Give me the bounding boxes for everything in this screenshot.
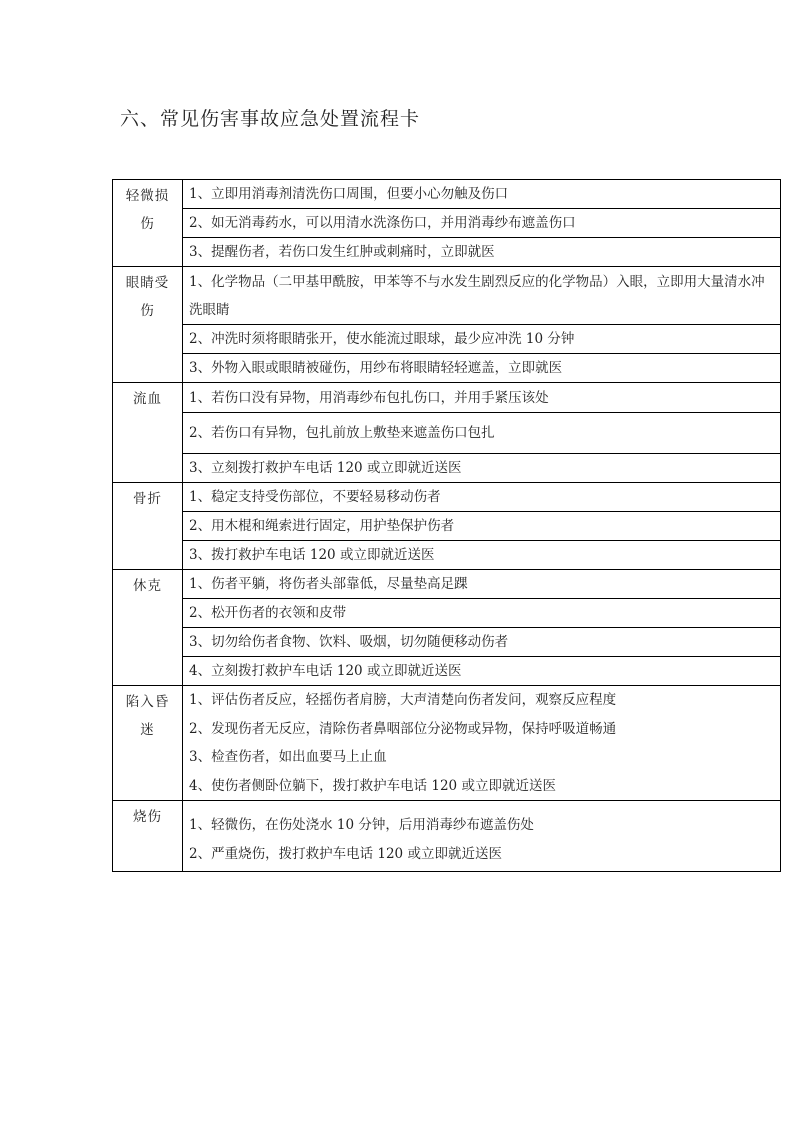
step-cell: 1、若伤口没有异物，用消毒纱布包扎伤口，并用手紧压该处 [183,383,781,413]
step-cell-group [183,801,781,872]
category-cell-bleeding [113,383,183,483]
step-cell: 2、松开伤者的衣领和皮带 [183,599,781,628]
category-cell-fracture [113,483,183,570]
step-cell: 2、用木棍和绳索进行固定，用护垫保护伤者 [183,512,781,541]
category-cell-eye-injury [113,267,183,383]
table-row [113,541,781,570]
table-row [113,238,781,267]
table-row [113,801,781,872]
step-line: 2、发现伤者无反应，清除伤者鼻咽部位分泌物或异物，保持呼吸道畅通 [189,720,617,737]
step-line: 3、检查伤者，如出血要马上止血 [189,749,387,765]
table-row [113,483,781,512]
page-title: 六、常见伤害事故应急处置流程卡 [120,108,421,130]
step-cell: 2、如无消毒药水，可以用清水洗涤伤口，并用消毒纱布遮盖伤口 [183,209,781,238]
category-cell-shock [113,570,183,686]
category-label: 轻微损 [125,188,170,204]
category-label: 陷入昏 [125,694,170,710]
step-cell: 3、立刻拨打救护车电话 120 或立即就近送医 [183,454,781,483]
table-row [113,180,781,209]
category-cell-coma [113,686,183,801]
table-row [113,657,781,686]
step-line: 1、轻微伤，在伤处浇水 10 分钟，后用消毒纱布遮盖伤处 [189,817,534,833]
category-label: 骨折 [133,491,162,507]
step-cell: 3、外物入眼或眼睛被碰伤，用纱布将眼睛轻轻遮盖，立即就医 [183,354,781,383]
step-cell: 4、立刻拨打救护车电话 120 或立即就近送医 [183,657,781,686]
step-cell: 1、立即用消毒剂清洗伤口周围，但要小心勿触及伤口 [183,180,781,209]
step-cell: 3、提醒伤者，若伤口发生红肿或刺痛时，立即就医 [183,238,781,267]
category-label: 休克 [133,578,162,594]
table-row [113,383,781,413]
category-cell-minor-injury [113,180,183,267]
step-cell: 1、伤者平躺，将伤者头部靠低，尽量垫高足踝 [183,570,781,599]
table-row [113,267,781,325]
step-line: 4、使伤者侧卧位躺下，拨打救护车电话 120 或立即就近送医 [189,777,556,794]
table-row [113,354,781,383]
emergency-procedure-table [112,179,781,872]
table-row [113,512,781,541]
table-row [113,628,781,657]
category-cell-burn [113,801,183,872]
step-cell: 3、拨打救护车电话 120 或立即就近送医 [183,541,781,570]
category-label: 伤 [140,216,155,232]
table-row [113,413,781,454]
category-label: 烧伤 [133,809,162,825]
table-row [113,599,781,628]
category-label: 流血 [133,391,162,407]
step-cell: 2、冲洗时须将眼睛张开，使水能流过眼球，最少应冲洗 10 分钟 [183,325,781,354]
table-row [113,686,781,801]
category-label: 眼睛受 [125,275,170,291]
step-line: 1、评估伤者反应，轻摇伤者肩膀，大声清楚向伤者发问，观察反应程度 [189,692,617,708]
category-label: 迷 [140,722,155,738]
table-row [113,570,781,599]
step-cell: 3、切勿给伤者食物、饮料、吸烟，切勿随便移动伤者 [183,628,781,657]
step-cell-group [183,686,781,801]
step-cell: 2、若伤口有异物，包扎前放上敷垫来遮盖伤口包扎 [183,413,781,454]
table-row [113,454,781,483]
step-line: 2、严重烧伤，拨打救护车电话 120 或立即就近送医 [189,845,502,862]
table-row [113,325,781,354]
table-row [113,209,781,238]
step-cell: 1、化学物品（二甲基甲酰胺，甲苯等不与水发生剧烈反应的化学物品）入眼，立即用大量清水冲洗眼睛 [183,267,781,325]
step-cell: 1、稳定支持受伤部位，不要轻易移动伤者 [183,483,781,512]
category-label: 伤 [140,303,155,319]
